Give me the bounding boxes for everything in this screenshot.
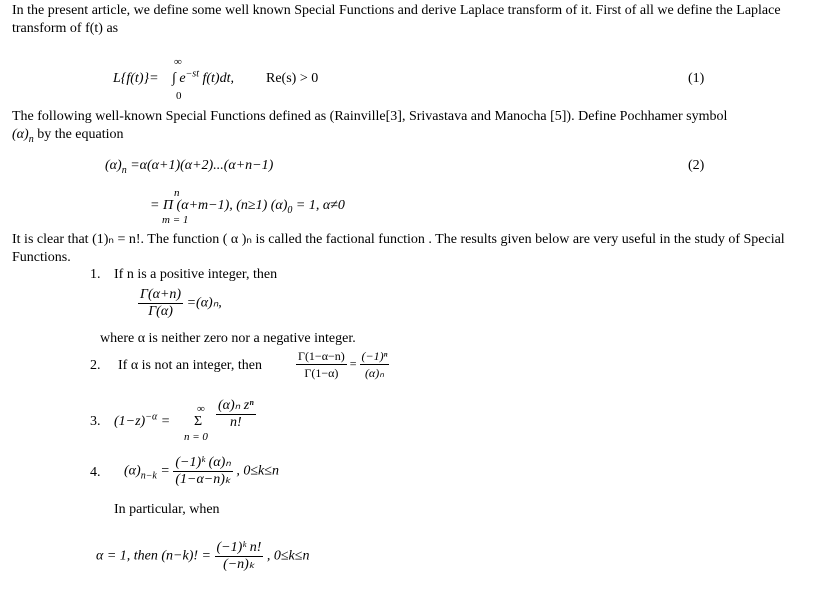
item2-numerator-right: (−1)ⁿ (361, 349, 388, 363)
item2-fraction-right (360, 348, 390, 381)
eq2-prod-lower: m = 1 (162, 214, 189, 226)
eq1-lhs: L{f(t)}= (113, 71, 159, 86)
item2-equals: = (349, 356, 357, 371)
eq2-lhs: (α) (105, 158, 122, 173)
item3-lhs: (1−z) (114, 414, 146, 429)
item2-fraction-left (296, 348, 347, 381)
item2-denominator-right: (α)ₙ (364, 366, 385, 380)
item3-sum-symbol: Σ (194, 414, 203, 429)
item3-denominator: n! (229, 415, 242, 430)
item2-numerator-left: Γ(1−α−n) (298, 349, 345, 363)
item3-numerator: (α)ₙ zⁿ (218, 398, 254, 413)
item1-text: If n is a positive integer, then (114, 267, 278, 282)
final-formula (96, 540, 309, 573)
pochhammer-symbol: (α) (12, 127, 29, 142)
pochhammer-paragraph (12, 108, 802, 144)
item3-sum-lower: n = 0 (184, 431, 208, 443)
eq1-integral: ∫ e (172, 71, 186, 86)
item4-lhs: (α) (124, 463, 141, 479)
eq2-product: = Π (α+m−1), (n≥1) (α) (150, 198, 288, 213)
item1-label: 1. (90, 267, 101, 282)
item4-denominator: (1−α−n)ₖ (175, 472, 231, 487)
para2-tail: by the equation (37, 127, 124, 142)
item4-condition: , 0≤k≤n (236, 463, 279, 479)
eq2-line2 (150, 198, 345, 214)
item3-exponent: −α (145, 411, 158, 423)
factorial-paragraph: It is clear that (1)ₙ = n!. The function ( α )ₙ is called the factional function . The results given below are very useful in the study of Special Functions. (12, 232, 785, 265)
eq2-sub: n (121, 164, 127, 176)
eq1-integrand (172, 68, 234, 87)
para2-text: The following well-known Special Functions defined as (Rainville[3], Srivastava and Manocha [5]). Define Pochhamer symbol (12, 109, 728, 124)
item1-rhs: =(α)ₙ, (186, 295, 222, 311)
item2-label: 2. (90, 358, 101, 373)
item1-denominator: Γ(α) (148, 304, 173, 319)
pochhammer-subscript: n (28, 133, 34, 145)
intro-paragraph: In the present article, we define some well known Special Functions and derive Laplace transform of it. First of all we define the Laplace transform of f(t) as (12, 3, 781, 36)
eq2-line2-tail: = 1, α≠0 (295, 198, 345, 213)
item4-sub: n−k (140, 470, 157, 482)
eq2-line2-sub: 0 (287, 204, 293, 216)
item4-numerator: (−1)ᵏ (α)ₙ (175, 455, 231, 470)
eq1-rest: f(t)dt, (198, 71, 234, 86)
item2-denominator-left: Γ(1−α) (304, 366, 339, 380)
particular-text: In particular, when (114, 502, 220, 517)
eq2-rhs: =α(α+1)(α+2)...(α+n−1) (130, 158, 274, 173)
item4-formula (124, 455, 279, 488)
final-numerator: (−1)ᵏ n! (216, 540, 262, 555)
eq2-prod-upper: n (174, 187, 180, 199)
item2-text: If α is not an integer, then (118, 358, 263, 373)
final-denominator: (−n)ₖ (223, 557, 255, 572)
item4-label: 4. (90, 465, 101, 480)
final-condition: , 0≤k≤n (266, 548, 310, 564)
item3-label: 3. (90, 414, 101, 429)
item1-numerator: Γ(α+n) (140, 287, 182, 302)
eq2-line1 (105, 158, 273, 174)
item3-sum-upper: ∞ (197, 403, 205, 415)
final-fraction (215, 540, 264, 573)
item3-fraction (216, 398, 256, 431)
item1-where: where α is neither zero nor a negative integer. (100, 331, 356, 346)
eq1-exponent: −st (185, 68, 199, 80)
item3-formula (216, 398, 256, 431)
eq2-number: (2) (688, 158, 705, 173)
eq1-number: (1) (688, 71, 705, 86)
item1-fraction (138, 287, 183, 320)
eq1-upper-limit: ∞ (174, 56, 182, 68)
item3-lhs-wrap (114, 411, 171, 430)
final-lhs: α = 1, then (n−k)! = (96, 548, 211, 564)
eq1-lower-limit: 0 (176, 90, 182, 102)
item4-equals: = (160, 463, 170, 479)
item1-formula (138, 287, 222, 320)
item4-fraction (173, 455, 233, 488)
eq1-condition: Re(s) > 0 (266, 71, 319, 86)
item3-equals: = (160, 414, 171, 429)
item2-formula (296, 348, 389, 381)
